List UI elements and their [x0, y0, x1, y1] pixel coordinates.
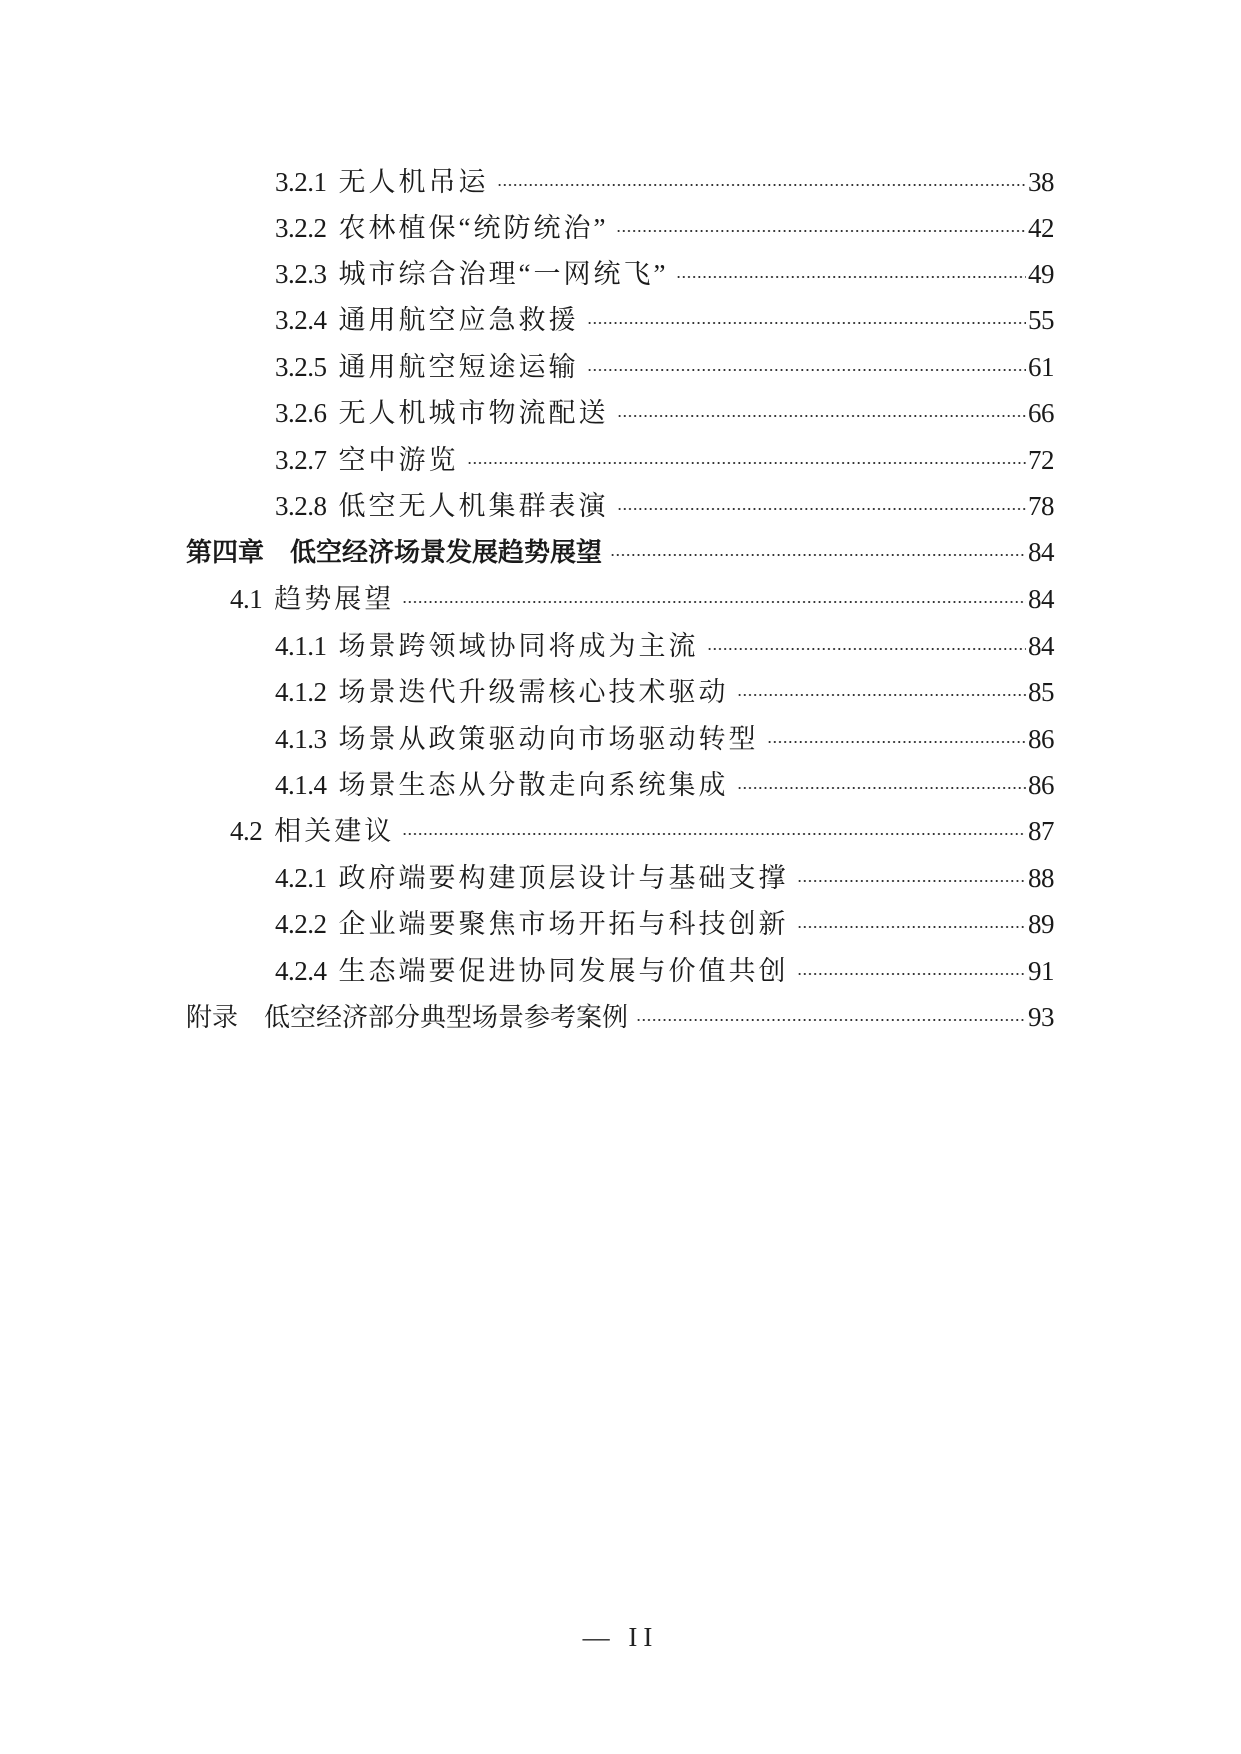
toc-entry-page: 88 [1028, 863, 1054, 893]
toc-entry-title: 场景跨领域协同将成为主流 [338, 631, 699, 661]
toc-entry-4-1-4[interactable] [275, 764, 1054, 804]
dot-leader [617, 392, 1027, 422]
toc-entry-title: 生态端要促进协同发展与价值共创 [338, 956, 789, 986]
toc-entry-4-1-2[interactable] [275, 671, 1054, 711]
toc-entry-4-2-2[interactable] [275, 903, 1054, 943]
toc-entry-number: 4.1.3 [275, 724, 327, 754]
toc-entry-number: 4.1.1 [275, 631, 327, 661]
dot-leader [402, 578, 1026, 608]
toc-entry-title: 低空无人机集群表演 [338, 491, 609, 521]
dot-leader [797, 950, 1027, 980]
toc-entry-3-2-2[interactable] [275, 207, 1054, 247]
toc-entry-number: 3.2.6 [275, 398, 327, 428]
dot-leader [617, 485, 1027, 515]
toc-entry-number: 4.1.4 [275, 770, 327, 800]
toc-entry-number: 4.1 [230, 584, 263, 614]
toc-entry-page: 89 [1028, 909, 1054, 939]
toc-entry-number: 4.2 [230, 816, 263, 846]
dot-leader [610, 531, 1026, 561]
toc-entry-page: 87 [1028, 816, 1054, 846]
toc-entry-title: 农林植保“统防统治” [338, 213, 609, 243]
dot-leader [636, 996, 1026, 1026]
toc-entry-page: 84 [1028, 631, 1054, 661]
toc-entry-title: 企业端要聚焦市场开拓与科技创新 [338, 909, 789, 939]
toc-entry-title: 通用航空短途运输 [338, 352, 579, 382]
toc-entry-page: 72 [1028, 445, 1054, 475]
toc-entry-number: 4.2.2 [275, 909, 327, 939]
toc-entry-title: 相关建议 [274, 816, 395, 846]
toc-entry-4-2[interactable] [230, 810, 1054, 850]
toc-entry-number: 3.2.5 [275, 352, 327, 382]
toc-entry-3-2-3[interactable] [275, 253, 1054, 293]
toc-entry-4-2-4[interactable] [275, 950, 1054, 990]
toc-entry-number: 3.2.3 [275, 259, 327, 289]
toc-entry-4-2-1[interactable] [275, 857, 1054, 897]
toc-entry-title: 低空经济场景发展趋势展望 [290, 538, 603, 568]
toc-entry-title: 无人机城市物流配送 [338, 398, 609, 428]
toc-entry-number: 3.2.7 [275, 445, 327, 475]
toc-entry-page: 38 [1028, 167, 1054, 197]
toc-entry-3-2-7[interactable] [275, 439, 1054, 479]
toc-entry-title: 城市综合治理“一网统飞” [338, 259, 669, 289]
toc-entry-number: 第四章 [186, 538, 265, 568]
dot-leader [737, 764, 1027, 794]
toc-entry-number: 4.2.1 [275, 863, 327, 893]
toc-entry-3-2-1[interactable] [275, 161, 1054, 201]
toc-entry-number: 4.2.4 [275, 956, 327, 986]
toc-entry-title: 通用航空应急救援 [338, 305, 579, 335]
toc-entry-page: 61 [1028, 352, 1054, 382]
toc-entry-page: 66 [1028, 398, 1054, 428]
toc-entry-number: 4.1.2 [275, 677, 327, 707]
dot-leader [767, 718, 1027, 748]
toc-entry-title: 政府端要构建顶层设计与基础支撑 [338, 863, 789, 893]
dot-leader [587, 299, 1027, 329]
toc-entry-number: 附录 [186, 1003, 239, 1033]
toc-entry-title: 空中游览 [338, 445, 459, 475]
toc-entry-page: 42 [1028, 213, 1054, 243]
toc-entry-4-1-3[interactable] [275, 718, 1054, 758]
dot-leader [797, 857, 1027, 887]
toc-entry-page: 78 [1028, 491, 1054, 521]
toc-entry-title: 场景从政策驱动向市场驱动转型 [338, 724, 759, 754]
toc-entry-page: 84 [1028, 537, 1054, 567]
toc-entry-3-2-6[interactable] [275, 392, 1054, 432]
page-number: — II [582, 1622, 659, 1652]
toc-entry-number: 3.2.1 [275, 167, 327, 197]
toc-entry-number: 3.2.8 [275, 491, 327, 521]
toc-entry-3-2-5[interactable] [275, 346, 1054, 386]
toc-entry-4-1[interactable] [230, 578, 1054, 618]
dot-leader [616, 207, 1026, 237]
toc-entry-title: 场景迭代升级需核心技术驱动 [338, 677, 729, 707]
toc-entry-title: 无人机吊运 [338, 167, 489, 197]
toc-entry-3-2-8[interactable] [275, 485, 1054, 525]
dot-leader [737, 671, 1027, 701]
dot-leader [497, 161, 1027, 191]
toc-entry-number: 3.2.2 [275, 213, 327, 243]
toc-entry-page: 84 [1028, 584, 1054, 614]
toc-entry-page: 49 [1028, 259, 1054, 289]
toc-entry-appendix[interactable] [186, 996, 1054, 1036]
toc-entry-3-2-4[interactable] [275, 299, 1054, 339]
toc-entry-page: 86 [1028, 724, 1054, 754]
toc-entry-4-1-1[interactable] [275, 625, 1054, 665]
toc-entry-title: 场景生态从分散走向系统集成 [338, 770, 729, 800]
toc-entry-page: 55 [1028, 305, 1054, 335]
dot-leader [587, 346, 1027, 376]
toc-entry-page: 91 [1028, 956, 1054, 986]
toc-entry-title: 趋势展望 [274, 584, 395, 614]
toc-entry-title: 低空经济部分典型场景参考案例 [264, 1003, 629, 1033]
dot-leader [797, 903, 1027, 933]
toc-entry-page: 86 [1028, 770, 1054, 800]
dot-leader [402, 810, 1026, 840]
dot-leader [467, 439, 1027, 469]
toc-entry-chapter-4[interactable] [186, 531, 1054, 571]
dot-leader [707, 625, 1027, 655]
toc-entry-page: 93 [1028, 1002, 1054, 1032]
toc-entry-page: 85 [1028, 677, 1054, 707]
dot-leader [676, 253, 1026, 283]
toc-entry-number: 3.2.4 [275, 305, 327, 335]
